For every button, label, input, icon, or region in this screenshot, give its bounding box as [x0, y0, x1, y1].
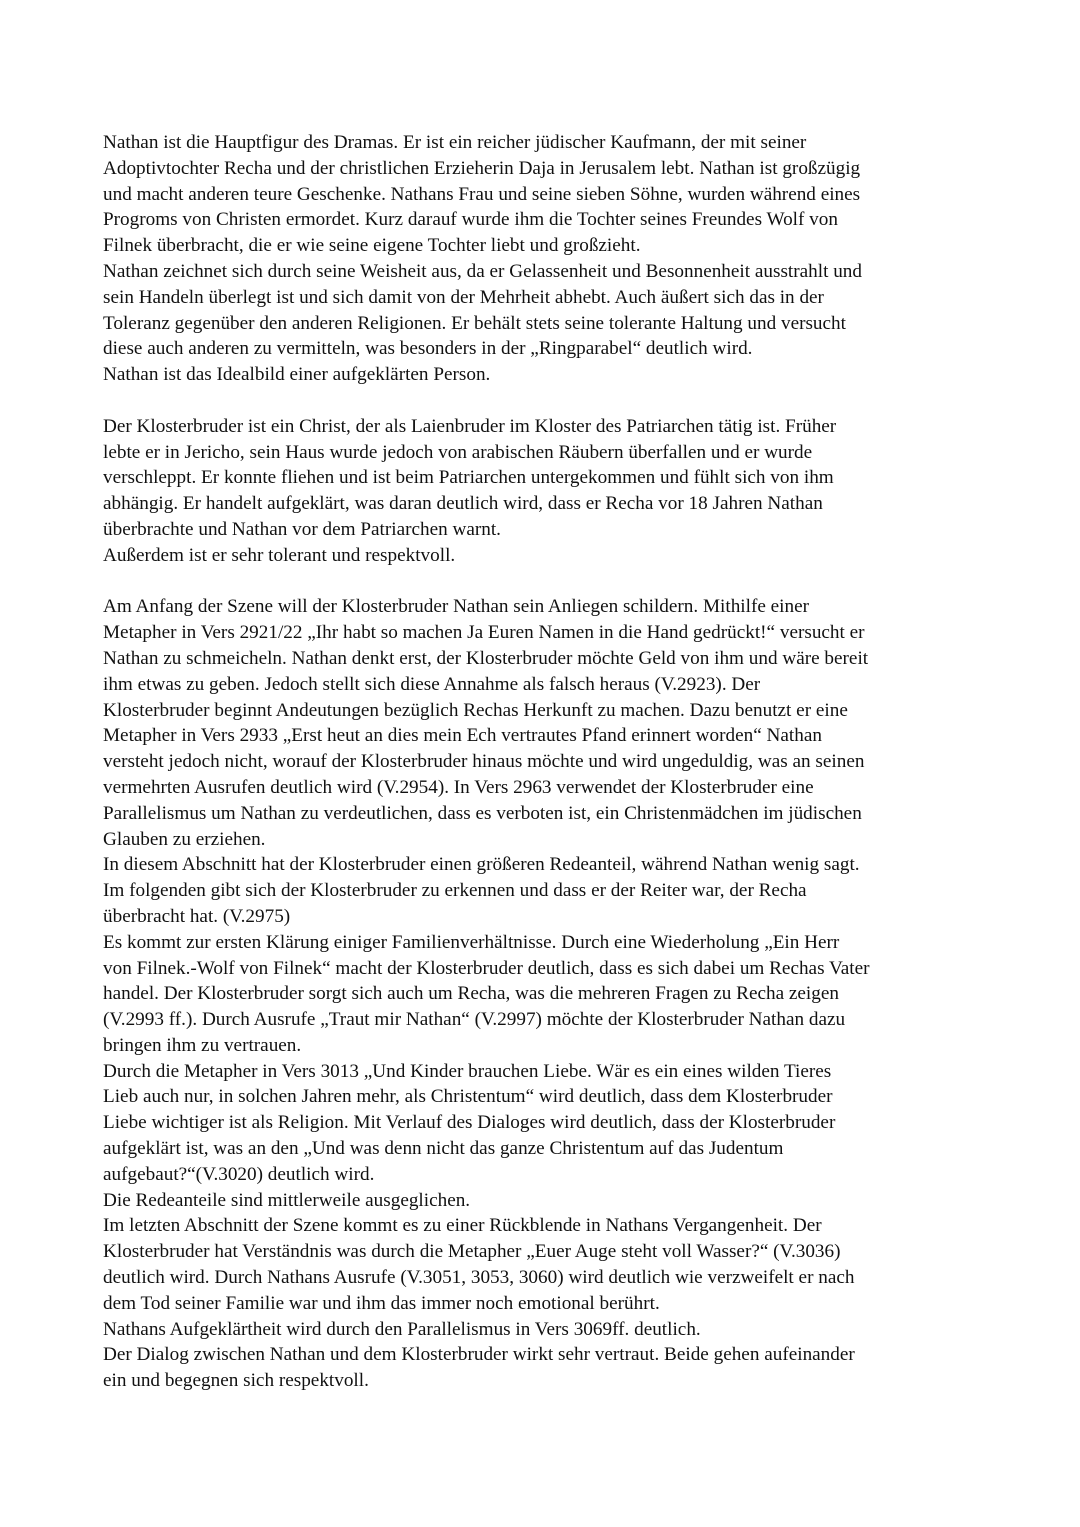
text-line: Nathan ist das Idealbild einer aufgeklärten Person.: [103, 364, 491, 386]
text-line: Progroms von Christen ermordet. Kurz darauf wurde ihm die Tochter seines Freundes Wolf von: [103, 209, 838, 231]
text-line: Nathan zeichnet sich durch seine Weisheit aus, da er Gelassenheit und Besonnenheit ausstrahlt und: [103, 260, 862, 282]
text-line: In diesem Abschnitt hat der Klosterbruder einen größeren Redeanteil, während Nathan wenig sagt.: [103, 854, 860, 876]
text-line: Der Dialog zwischen Nathan und dem Klosterbruder wirkt sehr vertraut. Beide gehen aufeinander: [103, 1344, 855, 1366]
paragraph-1: [103, 130, 1003, 388]
text-line: Der Klosterbruder ist ein Christ, der als Laienbruder im Kloster des Patriarchen tätig ist. Früher: [103, 415, 837, 437]
text-line: deutlich wird. Durch Nathans Ausrufe (V.3051, 3053, 3060) wird deutlich wie verzweifelt er nach: [103, 1267, 855, 1289]
text-line: Lieb auch nur, in solchen Jahren mehr, als Christentum“ wird deutlich, dass dem Klosterbruder: [103, 1086, 833, 1108]
text-line: Nathans Aufgeklärtheit wird durch den Parallelismus in Vers 3069ff. deutlich.: [103, 1318, 701, 1340]
text-line: Filnek überbracht, die er wie seine eigene Tochter liebt und großzieht.: [103, 235, 641, 257]
paragraph-2: [103, 414, 1003, 569]
document-body: [103, 130, 1003, 1394]
text-line: handel. Der Klosterbruder sorgt sich auch um Recha, was die mehreren Fragen zu Recha zeigen: [103, 983, 839, 1005]
text-line: aufgeklärt ist, was an den „Und was denn nicht das ganze Christentum auf das Judentum: [103, 1138, 784, 1160]
text-line: Adoptivtochter Recha und der christlichen Erzieherin Daja in Jerusalem lebt. Nathan ist großzügig: [103, 157, 861, 179]
text-line: Außerdem ist er sehr tolerant und respektvoll.: [103, 544, 456, 566]
paragraph-gap: [103, 569, 1003, 595]
text-line: überbrachte und Nathan vor dem Patriarchen warnt.: [103, 518, 501, 540]
text-line: lebte er in Jericho, sein Haus wurde jedoch von arabischen Räubern überfallen und er wurde: [103, 441, 813, 463]
text-line: vermehrten Ausrufen deutlich wird (V.2954). In Vers 2963 verwendet der Klosterbruder eine: [103, 776, 814, 798]
text-line: Glauben zu erziehen.: [103, 828, 266, 850]
text-line: Nathan ist die Hauptfigur des Dramas. Er ist ein reicher jüdischer Kaufmann, der mit seiner: [103, 132, 807, 153]
text-line: Metapher in Vers 2933 „Erst heut an dies mein Ech vertrautes Pfand erinnert worden“ Nathan: [103, 725, 822, 747]
paragraph-3: [103, 594, 1003, 1394]
paragraph-gap: [103, 388, 1003, 414]
text-line: diese auch anderen zu vermitteln, was besonders in der „Ringparabel“ deutlich wird.: [103, 338, 753, 360]
text-line: Im folgenden gibt sich der Klosterbruder zu erkennen und dass er der Reiter war, der Recha: [103, 880, 807, 902]
text-line: dem Tod seiner Familie war und ihm das immer noch emotional berührt.: [103, 1292, 660, 1314]
text-line: Nathan zu schmeicheln. Nathan denkt erst, der Klosterbruder möchte Geld von ihm und wäre bereit: [103, 647, 869, 669]
text-line: Durch die Metapher in Vers 3013 „Und Kinder brauchen Liebe. Wär es ein eines wilden Tieres: [103, 1060, 832, 1082]
text-line: Im letzten Abschnitt der Szene kommt es zu einer Rückblende in Nathans Vergangenheit. Der: [103, 1215, 822, 1237]
text-line: Klosterbruder beginnt Andeutungen bezüglich Rechas Herkunft zu machen. Dazu benutzt er eine: [103, 699, 848, 721]
text-line: (V.2993 ff.). Durch Ausrufe „Traut mir Nathan“ (V.2997) möchte der Klosterbruder Nathan dazu: [103, 1009, 846, 1031]
text-line: Liebe wichtiger ist als Religion. Mit Verlauf des Dialoges wird deutlich, dass der Klosterbruder: [103, 1112, 836, 1134]
text-line: Die Redeanteile sind mittlerweile ausgeglichen.: [103, 1189, 471, 1211]
text-line: Am Anfang der Szene will der Klosterbruder Nathan sein Anliegen schildern. Mithilfe einer: [103, 596, 810, 618]
text-line: ihm etwas zu geben. Jedoch stellt sich diese Annahme als falsch heraus (V.2923). Der: [103, 673, 761, 695]
text-line: Parallelismus um Nathan zu verdeutlichen, dass es verboten ist, ein Christenmädchen im jüdischen: [103, 802, 862, 824]
text-line: Toleranz gegenüber den anderen Religionen. Er behält stets seine tolerante Haltung und versucht: [103, 312, 846, 334]
text-line: Metapher in Vers 2921/22 „Ihr habt so machen Ja Euren Namen in die Hand gedrückt!“ versucht er: [103, 622, 865, 644]
text-line: versteht jedoch nicht, worauf der Klosterbruder hinaus möchte und wird ungeduldig, was an seinen: [103, 751, 865, 773]
text-line: bringen ihm zu vertrauen.: [103, 1034, 302, 1056]
text-line: verschleppt. Er konnte fliehen und ist beim Patriarchen untergekommen und fühlt sich von ihm: [103, 467, 834, 489]
text-line: abhängig. Er handelt aufgeklärt, was daran deutlich wird, dass er Recha vor 18 Jahren Nathan: [103, 493, 823, 515]
text-line: überbracht hat. (V.2975): [103, 905, 291, 927]
text-line: Klosterbruder hat Verständnis was durch die Metapher „Euer Auge steht voll Wasser?“ (V.3036): [103, 1241, 841, 1263]
text-line: ein und begegnen sich respektvoll.: [103, 1370, 369, 1392]
text-line: und macht anderen teure Geschenke. Nathans Frau und seine sieben Söhne, wurden während eines: [103, 183, 861, 205]
text-line: von Filnek.-Wolf von Filnek“ macht der Klosterbruder deutlich, dass es sich dabei um Rechas Vater: [103, 957, 870, 979]
text-line: sein Handeln überlegt ist und sich damit von der Mehrheit abhebt. Auch äußert sich das in der: [103, 286, 824, 308]
text-line: Es kommt zur ersten Klärung einiger Familienverhältnisse. Durch eine Wiederholung „Ein Herr: [103, 931, 840, 953]
text-line: aufgebaut?“(V.3020) deutlich wird.: [103, 1163, 375, 1185]
